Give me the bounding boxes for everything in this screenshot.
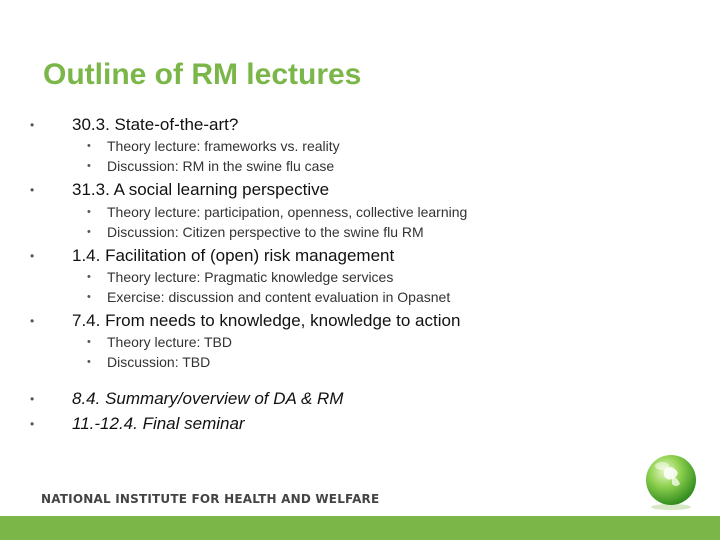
- bullet-icon: •: [87, 271, 91, 283]
- bullet-icon: •: [87, 356, 91, 368]
- outline-item-text: 31.3. A social learning perspective: [72, 180, 330, 199]
- bullet-icon: •: [30, 118, 35, 132]
- bullet-icon: •: [30, 417, 35, 431]
- footer-bar: [0, 516, 720, 540]
- bullet-icon: •: [30, 392, 35, 406]
- outline-subitem-text: Discussion: Citizen perspective to the swine flu RM: [107, 224, 424, 240]
- outline-item-text: 11.-12.4. Final seminar: [72, 414, 245, 433]
- outline-subitem-text: Discussion: TBD: [107, 354, 211, 370]
- institution-footer: NATIONAL INSTITUTE FOR HEALTH AND WELFARE: [41, 492, 380, 506]
- outline-item-text: 1.4. Facilitation of (open) risk management: [72, 246, 395, 265]
- outline-item-text: 7.4. From needs to knowledge, knowledge to action: [72, 311, 461, 330]
- slide-title: Outline of RM lectures: [43, 58, 362, 91]
- green-globe-icon: [642, 452, 700, 510]
- outline-subitem-text: Theory lecture: participation, openness, collective learning: [107, 204, 468, 220]
- bullet-icon: •: [30, 249, 35, 263]
- bullet-icon: •: [87, 291, 91, 303]
- outline-subitem-text: Theory lecture: Pragmatic knowledge services: [107, 269, 394, 285]
- outline-item-text: 30.3. State-of-the-art?: [72, 115, 239, 134]
- bullet-icon: •: [87, 226, 91, 238]
- bullet-icon: •: [87, 336, 91, 348]
- bullet-icon: •: [30, 314, 35, 328]
- outline-subitem-text: Discussion: RM in the swine flu case: [107, 158, 335, 174]
- bullet-icon: •: [87, 160, 91, 172]
- outline-item-text: 8.4. Summary/overview of DA & RM: [72, 389, 344, 408]
- outline-subitem-text: Theory lecture: TBD: [107, 334, 233, 350]
- bullet-icon: •: [87, 140, 91, 152]
- bullet-icon: •: [87, 206, 91, 218]
- bullet-icon: •: [30, 183, 35, 197]
- outline-subitem-text: Exercise: discussion and content evaluation in Opasnet: [107, 289, 451, 305]
- outline-subitem-text: Theory lecture: frameworks vs. reality: [107, 138, 340, 154]
